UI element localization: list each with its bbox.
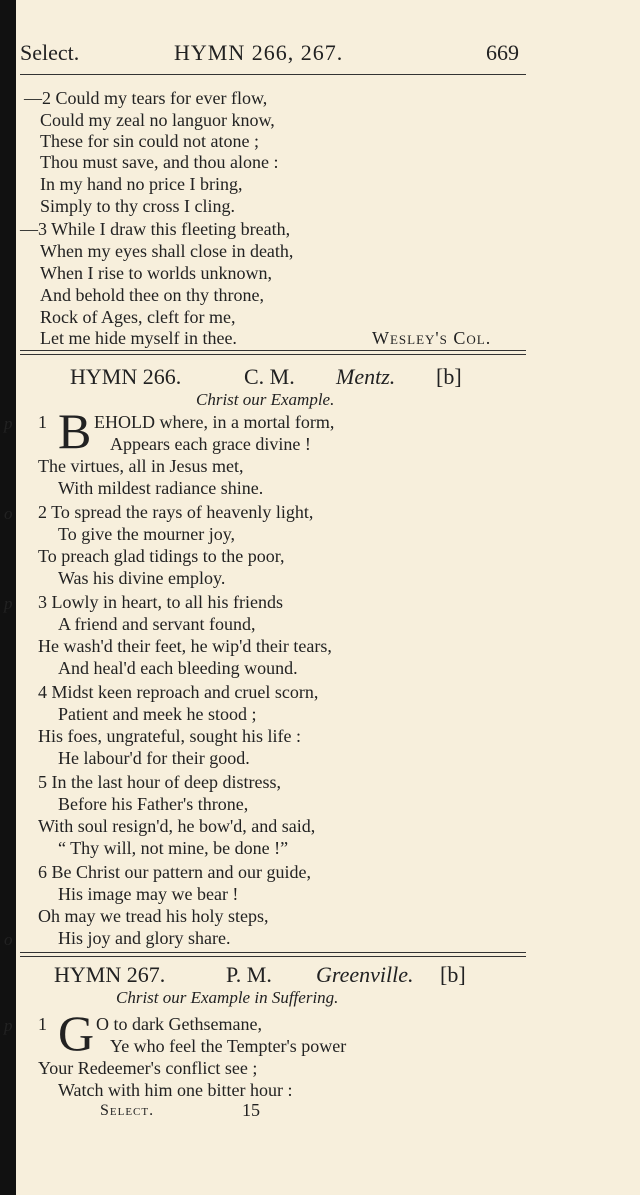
dynamic-mark: o [4, 930, 13, 949]
drop-cap: G [58, 1005, 95, 1061]
verse-line: Patient and meek he stood ; [58, 704, 257, 724]
verse-line: Thou must save, and thou alone : [40, 152, 279, 172]
section-rule [20, 350, 526, 351]
verse-line: His joy and glory share. [58, 928, 231, 948]
hymn-number: HYMN 267. [54, 962, 166, 987]
verse-line: Was his divine employ. [58, 568, 226, 588]
hymn-tune: Mentz. [336, 364, 396, 389]
section-rule [20, 354, 526, 355]
verse-line: Let me hide myself in thee. [40, 328, 237, 348]
hymn-tune: Greenville. [316, 962, 414, 987]
verse-line: 4 Midst keen reproach and cruel scorn, [38, 682, 319, 702]
verse-line: He labour'd for their good. [58, 748, 250, 768]
hymn-meter: C. M. [244, 364, 295, 389]
hymn-subtitle: Christ our Example in Suffering. [116, 988, 339, 1007]
hymn-number: HYMN 266. [70, 364, 182, 389]
verse-line: “ Thy will, not mine, be done !” [58, 838, 289, 858]
verse-line: 5 In the last hour of deep distress, [38, 772, 281, 792]
verse-line: And behold thee on thy throne, [40, 285, 264, 305]
drop-cap: B [58, 403, 92, 459]
verse-line: With soul resign'd, he bow'd, and said, [38, 816, 316, 836]
verse-line: His foes, ungrateful, sought his life : [38, 726, 301, 746]
verse-line: To preach glad tidings to the poor, [38, 546, 285, 566]
header-title: HYMN 266, 267. [174, 40, 344, 65]
section-rule [20, 952, 526, 953]
verse-line: Oh may we tread his holy steps, [38, 906, 269, 926]
footer-signature: Select. [100, 1102, 155, 1119]
verse-line: He wash'd their feet, he wip'd their tears, [38, 636, 332, 656]
dynamic-mark: p [4, 414, 13, 433]
verse-line: When I rise to worlds unknown, [40, 263, 272, 283]
verse-line: His image may we bear ! [58, 884, 239, 904]
verse-number: 1 [38, 1014, 47, 1034]
header-left: Select. [20, 40, 80, 65]
attribution: Wesley's Col. [372, 328, 492, 348]
verse-line: Your Redeemer's conflict see ; [38, 1058, 258, 1078]
section-rule [20, 956, 526, 957]
hymn-subtitle: Christ our Example. [196, 390, 335, 409]
verse-line: Appears each grace divine ! [110, 434, 311, 454]
dynamic-mark: p [4, 594, 13, 613]
verse-line: Could my zeal no languor know, [40, 110, 275, 130]
verse-line: When my eyes shall close in death, [40, 241, 294, 261]
verse-line: Rock of Ages, cleft for me, [40, 307, 236, 327]
verse-line: —2 Could my tears for ever flow, [24, 88, 268, 108]
page [4, 0, 640, 1195]
hymn-mark: [b] [440, 962, 466, 987]
verse-line: Before his Father's throne, [58, 794, 249, 814]
dynamic-mark: p [4, 1016, 13, 1035]
verse-line: O to dark Gethsemane, [96, 1014, 262, 1034]
page-number: 669 [486, 40, 519, 65]
verse-line: A friend and servant found, [58, 614, 256, 634]
verse-line: —3 While I draw this fleeting breath, [20, 219, 291, 239]
verse-line: Simply to thy cross I cling. [40, 196, 235, 216]
hymn-meter: P. M. [226, 962, 272, 987]
hymn-mark: [b] [436, 364, 462, 389]
verse-line: Ye who feel the Tempter's power [110, 1036, 347, 1056]
verse-line: EHOLD where, in a mortal form, [94, 412, 335, 432]
verse-line: To give the mourner joy, [58, 524, 236, 544]
verse-line: In my hand no price I bring, [40, 174, 243, 194]
verse-line: 6 Be Christ our pattern and our guide, [38, 862, 311, 882]
verse-line: 2 To spread the rays of heavenly light, [38, 502, 314, 522]
verse-line: And heal'd each bleeding wound. [58, 658, 298, 678]
verse-number: 1 [38, 412, 47, 432]
footer-number: 15 [242, 1100, 260, 1120]
dynamic-mark: o [4, 504, 13, 523]
header-rule [20, 74, 526, 75]
verse-line: These for sin could not atone ; [40, 131, 259, 151]
verse-line: With mildest radiance shine. [58, 478, 264, 498]
verse-line: Watch with him one bitter hour : [58, 1080, 293, 1100]
verse-line: The virtues, all in Jesus met, [38, 456, 244, 476]
verse-line: 3 Lowly in heart, to all his friends [38, 592, 283, 612]
